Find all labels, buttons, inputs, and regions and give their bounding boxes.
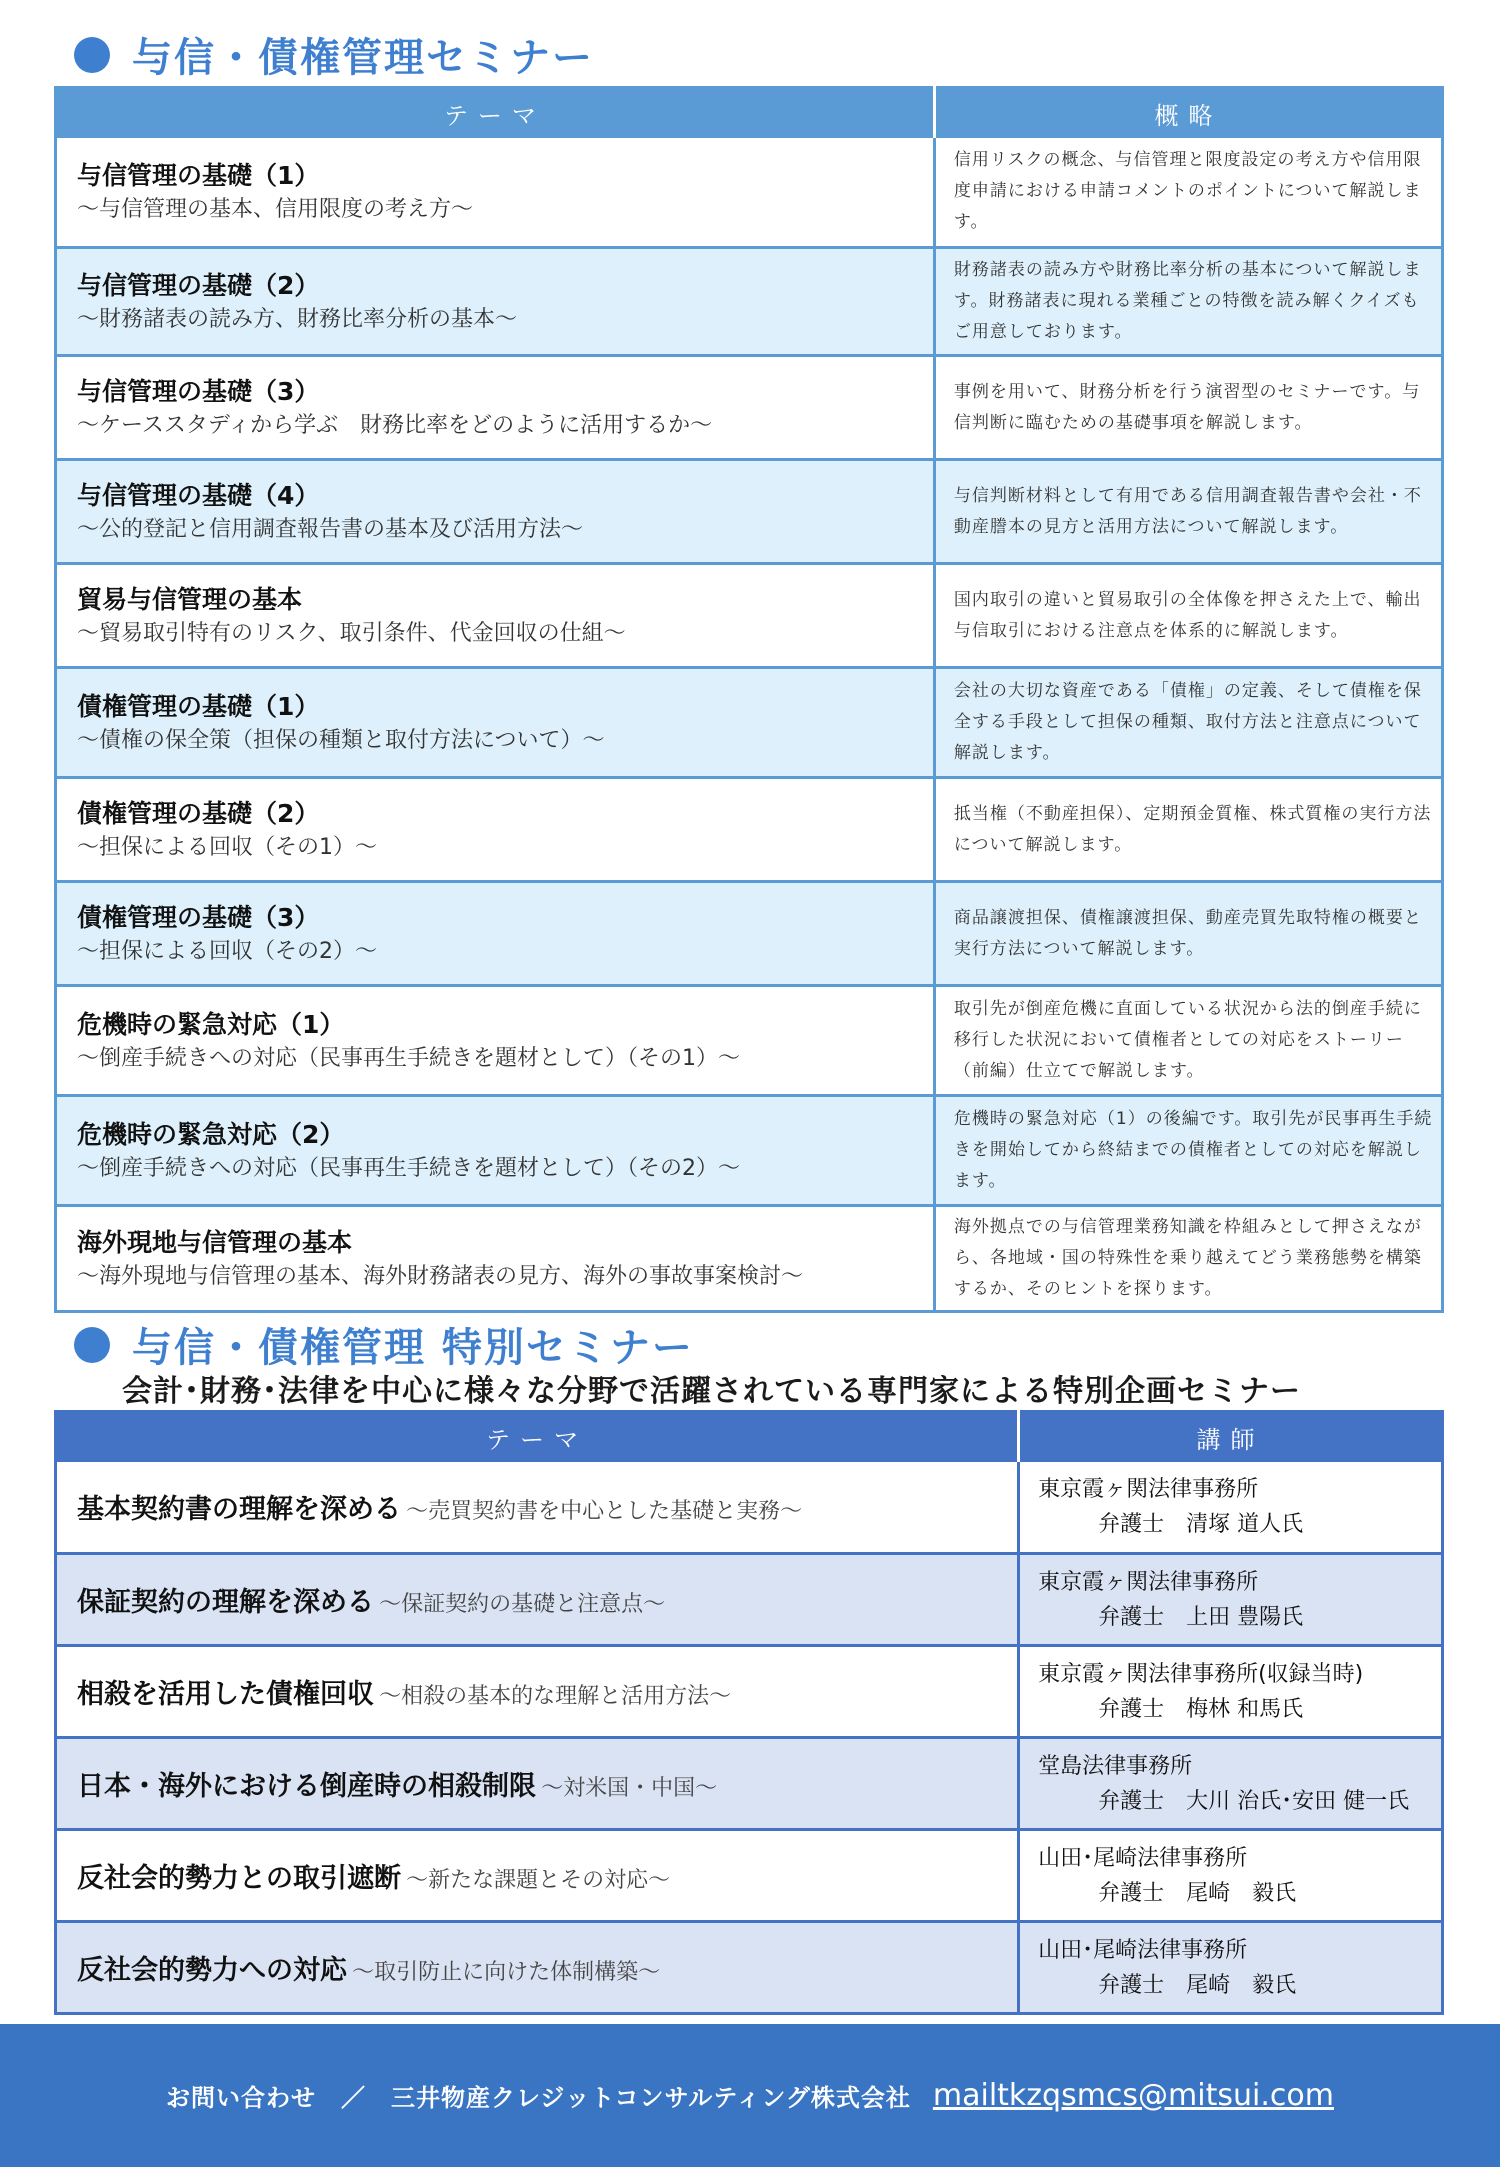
theme-cell bbox=[56, 248, 935, 356]
special-seminar-title: 日本・海外における倒産時の相殺制限 bbox=[77, 1771, 536, 1802]
lecturer-cell bbox=[1019, 1554, 1443, 1646]
special-seminar-title: 反社会的勢力への対応 bbox=[77, 1955, 347, 1986]
seminar-subtitle: ～財務諸表の読み方、財務比率分析の基本～ bbox=[77, 306, 518, 332]
lecturer-name: 弁護士 清塚 道人氏 bbox=[1098, 1511, 1304, 1537]
seminar-title: 与信管理の基礎（2） bbox=[77, 270, 320, 300]
lecturer-cell bbox=[1019, 1646, 1443, 1738]
section-subtitle: 会計･財務･法律を中心に様々な分野で活躍されている専門家による特別企画セミナー bbox=[122, 1374, 1301, 1409]
law-firm-name: 東京霞ヶ関法律事務所 bbox=[1038, 1569, 1259, 1595]
table-row bbox=[56, 1922, 1443, 2014]
bullet-circle-icon bbox=[74, 37, 110, 73]
seminar-subtitle: ～海外現地与信管理の基本、海外財務諸表の見方、海外の事故事案検討～ bbox=[77, 1263, 804, 1289]
table-row bbox=[56, 778, 1443, 882]
lecturer-cell bbox=[1019, 1738, 1443, 1830]
seminar-title: 債権管理の基礎（2） bbox=[77, 798, 320, 828]
special-seminar-subtitle: ～相殺の基本的な理解と活用方法～ bbox=[379, 1684, 732, 1709]
footer-contact-bar bbox=[0, 2024, 1500, 2167]
law-firm-name: 山田･尾崎法律事務所 bbox=[1038, 1845, 1248, 1871]
law-firm-name: 東京霞ヶ関法律事務所 bbox=[1038, 1476, 1259, 1502]
column-header-theme: テーマ bbox=[56, 1412, 1019, 1462]
theme-cell bbox=[56, 1096, 935, 1206]
special-seminar-subtitle: ～保証契約の基礎と注意点～ bbox=[379, 1592, 666, 1617]
seminar-subtitle: ～倒産手続きへの対応（民事再生手続きを題材として）（その2）～ bbox=[77, 1155, 740, 1181]
section-title-seminar bbox=[74, 26, 594, 83]
summary-cell: 信用リスクの概念、与信管理と限度設定の考え方や信用限度申請における申請コメントのポイントについて解説します。 bbox=[934, 138, 1442, 248]
table-row bbox=[56, 460, 1443, 564]
column-header-summary: 概略 bbox=[934, 88, 1442, 138]
theme-cell bbox=[56, 1738, 1019, 1830]
summary-cell: 与信判断材料として有用である信用調査報告書や会社・不動産謄本の見方と活用方法について解説します。 bbox=[934, 460, 1442, 564]
table-row bbox=[56, 356, 1443, 460]
seminar-subtitle: ～担保による回収（その1）～ bbox=[77, 834, 377, 860]
table-row bbox=[56, 1554, 1443, 1646]
seminar-subtitle: ～ケーススタディから学ぶ 財務比率をどのように活用するか～ bbox=[77, 412, 713, 438]
theme-cell bbox=[56, 138, 935, 248]
seminar-subtitle: ～公的登記と信用調査報告書の基本及び活用方法～ bbox=[77, 516, 584, 542]
seminar-title: 与信管理の基礎（1） bbox=[77, 160, 320, 190]
table-row bbox=[56, 1206, 1443, 1312]
section-title-text: 与信・債権管理 特別セミナー bbox=[132, 1325, 694, 1371]
theme-cell bbox=[56, 1462, 1019, 1554]
special-seminar-subtitle: ～取引防止に向けた体制構築～ bbox=[352, 1960, 661, 1985]
table-row bbox=[56, 668, 1443, 778]
summary-cell: 商品譲渡担保、債権譲渡担保、動産売買先取特権の概要と実行方法について解説します。 bbox=[934, 882, 1442, 986]
theme-cell bbox=[56, 356, 935, 460]
special-seminar-table bbox=[54, 1410, 1444, 2015]
theme-cell bbox=[56, 564, 935, 668]
table-row bbox=[56, 248, 1443, 356]
summary-cell: 会社の大切な資産である「債権」の定義、そして債権を保全する手段として担保の種類、取付方法と注意点について解説します。 bbox=[934, 668, 1442, 778]
theme-cell bbox=[56, 1554, 1019, 1646]
summary-cell: 抵当権（不動産担保）、定期預金質権、株式質権の実行方法について解説します。 bbox=[934, 778, 1442, 882]
seminar-title: 与信管理の基礎（4） bbox=[77, 480, 320, 510]
seminar-title: 貿易与信管理の基本 bbox=[77, 584, 303, 614]
seminar-title: 与信管理の基礎（3） bbox=[77, 376, 320, 406]
table-header-row bbox=[56, 1412, 1443, 1462]
table-row bbox=[56, 1738, 1443, 1830]
seminar-subtitle: ～貿易取引特有のリスク、取引条件、代金回収の仕組～ bbox=[77, 620, 626, 646]
lecturer-cell bbox=[1019, 1830, 1443, 1922]
special-seminar-subtitle: ～新たな課題とその対応～ bbox=[406, 1868, 671, 1893]
special-seminar-title: 相殺を活用した債権回収 bbox=[77, 1679, 374, 1710]
special-seminar-title: 反社会的勢力との取引遮断 bbox=[77, 1863, 401, 1894]
seminar-title: 債権管理の基礎（3） bbox=[77, 902, 320, 932]
table-row bbox=[56, 882, 1443, 986]
summary-cell: 事例を用いて、財務分析を行う演習型のセミナーです。与信判断に臨むための基礎事項を解説します。 bbox=[934, 356, 1442, 460]
law-firm-name: 山田･尾崎法律事務所 bbox=[1038, 1937, 1248, 1963]
theme-cell bbox=[56, 1646, 1019, 1738]
law-firm-name: 堂島法律事務所 bbox=[1038, 1753, 1193, 1779]
special-seminar-title: 基本契約書の理解を深める bbox=[77, 1494, 401, 1526]
section-title-text: 与信・債権管理セミナー bbox=[132, 35, 594, 81]
lecturer-name: 弁護士 上田 豊陽氏 bbox=[1098, 1604, 1304, 1630]
lecturer-name: 弁護士 尾崎 毅氏 bbox=[1098, 1880, 1297, 1906]
summary-cell: 取引先が倒産危機に直面している状況から法的倒産手続に移行した状況において債権者としての対応をストーリー（前編）仕立てで解説します。 bbox=[934, 986, 1442, 1096]
seminar-subtitle: ～担保による回収（その2）～ bbox=[77, 938, 377, 964]
theme-cell bbox=[56, 1830, 1019, 1922]
lecturer-cell bbox=[1019, 1462, 1443, 1554]
summary-cell: 海外拠点での与信管理業務知識を枠組みとして押さえながら、各地域・国の特殊性を乗り越えてどう業務態勢を構築するか、そのヒントを探ります。 bbox=[934, 1206, 1442, 1312]
special-seminar-subtitle: ～売買契約書を中心とした基礎と実務～ bbox=[406, 1499, 803, 1525]
table-row bbox=[56, 1096, 1443, 1206]
summary-cell: 国内取引の違いと貿易取引の全体像を押さえた上で、輸出与信取引における注意点を体系的に解説します。 bbox=[934, 564, 1442, 668]
bullet-circle-icon bbox=[74, 1327, 110, 1363]
seminar-subtitle: ～債権の保全策（担保の種類と取付方法について）～ bbox=[77, 727, 605, 753]
seminar-subtitle: ～与信管理の基本、信用限度の考え方～ bbox=[77, 196, 474, 222]
theme-cell bbox=[56, 460, 935, 564]
lecturer-name: 弁護士 尾崎 毅氏 bbox=[1098, 1972, 1297, 1998]
table-row bbox=[56, 986, 1443, 1096]
seminar-title: 債権管理の基礎（1） bbox=[77, 691, 320, 721]
law-firm-name: 東京霞ヶ関法律事務所(収録当時) bbox=[1038, 1661, 1364, 1687]
special-seminar-subtitle: ～対米国・中国～ bbox=[541, 1776, 718, 1801]
email-link[interactable]: mailtkzqsmcs@mitsui.com bbox=[932, 2078, 1334, 2113]
table-row bbox=[56, 1462, 1443, 1554]
contact-label: お問い合わせ ／ 三井物産クレジットコンサルティング株式会社 bbox=[166, 2084, 911, 2112]
seminar-title: 海外現地与信管理の基本 bbox=[77, 1227, 353, 1257]
column-header-theme: テーマ bbox=[56, 88, 935, 138]
theme-cell bbox=[56, 1206, 935, 1312]
section-title-special-seminar bbox=[74, 1316, 694, 1373]
summary-cell: 財務諸表の読み方や財務比率分析の基本について解説します。財務諸表に現れる業種ごとの特徴を読み解くクイズもご用意しております。 bbox=[934, 248, 1442, 356]
seminar-title: 危機時の緊急対応（2） bbox=[77, 1119, 345, 1149]
theme-cell bbox=[56, 882, 935, 986]
seminar-title: 危機時の緊急対応（1） bbox=[77, 1009, 345, 1039]
table-row bbox=[56, 138, 1443, 248]
theme-cell bbox=[56, 1922, 1019, 2014]
summary-cell: 危機時の緊急対応（1）の後編です。取引先が民事再生手続きを開始してから終結までの債権者としての対応を解説します。 bbox=[934, 1096, 1442, 1206]
lecturer-name: 弁護士 大川 治氏･安田 健一氏 bbox=[1098, 1788, 1410, 1814]
theme-cell bbox=[56, 668, 935, 778]
table-row bbox=[56, 1830, 1443, 1922]
seminar-table bbox=[54, 86, 1444, 1313]
table-header-row bbox=[56, 88, 1443, 138]
table-row bbox=[56, 564, 1443, 668]
table-row bbox=[56, 1646, 1443, 1738]
theme-cell bbox=[56, 778, 935, 882]
lecturer-cell bbox=[1019, 1922, 1443, 2014]
lecturer-name: 弁護士 梅林 和馬氏 bbox=[1098, 1696, 1304, 1722]
special-seminar-title: 保証契約の理解を深める bbox=[77, 1587, 374, 1618]
theme-cell bbox=[56, 986, 935, 1096]
seminar-subtitle: ～倒産手続きへの対応（民事再生手続きを題材として）（その1）～ bbox=[77, 1045, 740, 1071]
column-header-lecturer: 講師 bbox=[1019, 1412, 1443, 1462]
